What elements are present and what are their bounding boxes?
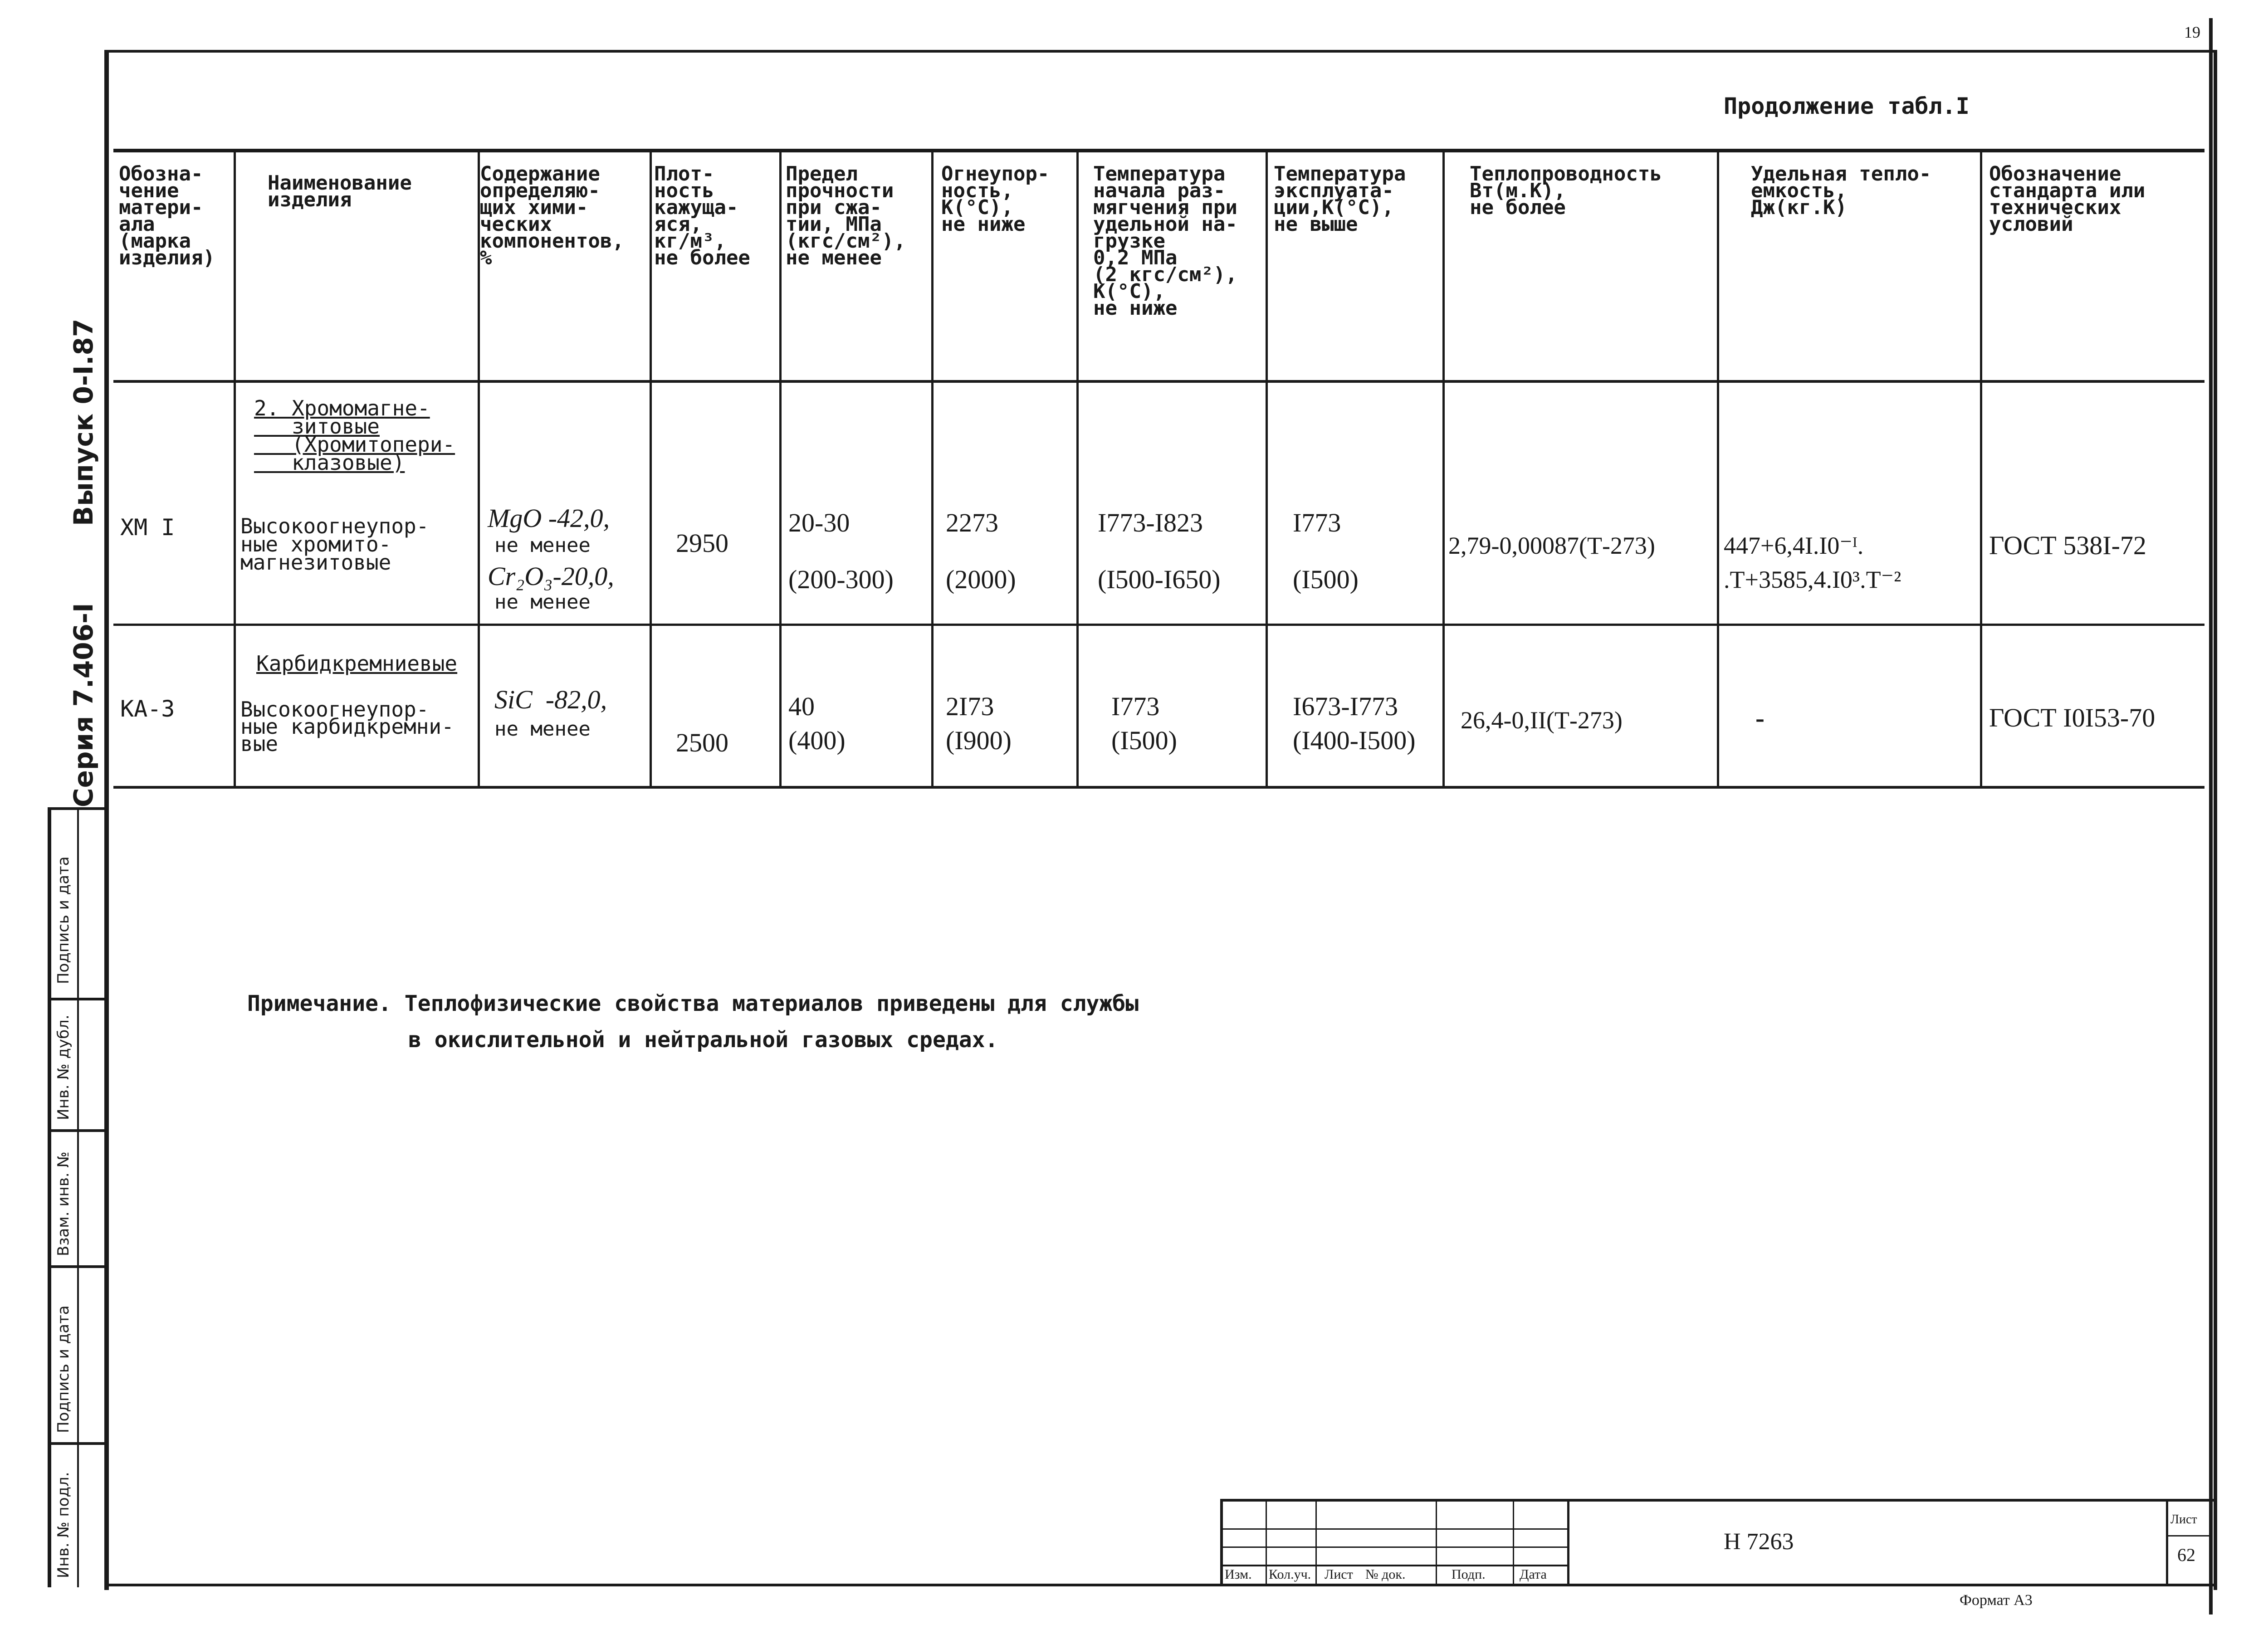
row2-strength-kgs: (400) (788, 726, 846, 755)
stamp-sheet-label: Лист (2170, 1512, 2197, 1527)
side-box-label: Подпись и дата (54, 1305, 73, 1433)
row2-heat: - (1755, 703, 1765, 733)
row1-oper-c: (I500) (1293, 565, 1359, 594)
row2-comp1b: не менее (494, 717, 591, 741)
header-cell: Температура начала раз- мягчения при удельной на- грузке 0,2 МПа (2 кгс/см²), К(°С), не ниже (1093, 162, 1237, 320)
header-cell: Обозна- чение матери- ала (марка изделия) (119, 162, 215, 269)
stamp-col (1315, 1499, 1317, 1585)
row1-strength-kgs: (200-300) (788, 565, 894, 594)
stamp-row (2166, 1535, 2211, 1536)
stamp-col-label: Изм. (1225, 1567, 1252, 1582)
stamp-col (1266, 1499, 1267, 1585)
stamp-top (1220, 1499, 2214, 1502)
stamp-col (1567, 1499, 1569, 1585)
row1-soft: I773-I823 (1098, 508, 1203, 537)
right-border (2209, 18, 2213, 1614)
col-line (234, 150, 236, 787)
side-series: Серия 7.406-I (68, 603, 99, 807)
header-cell: Удельная тепло- емкость, Дж(кг.К) (1751, 162, 1931, 219)
col-line (1717, 150, 1719, 787)
row1-soft-c: (I500-I650) (1098, 565, 1221, 594)
col-line (1980, 150, 1982, 787)
table-bottom-line (113, 786, 2204, 789)
row1-oper: I773 (1293, 508, 1341, 537)
row2-refract: 2I73 (946, 692, 994, 721)
format-label: Формат А3 (1960, 1592, 2033, 1609)
row1-comp1b: не менее (494, 534, 591, 557)
header-cell: Температура эксплуата- ции,К(°С), не выше (1274, 162, 1406, 236)
stamp-code: Н 7263 (1724, 1529, 1794, 1555)
table-top-line (113, 149, 2204, 152)
row1-refract-c: (2000) (946, 565, 1016, 594)
row1-name: Высокоогнеупор- ные хромито- магнезитовые (240, 514, 429, 575)
row1-heat1: 447+6,4I.I0⁻ᴵ. (1724, 532, 1864, 559)
header-cell: Предел прочности при сжа- тии, МПа (кгс/см²), не менее (786, 162, 906, 269)
side-stamp-divider (77, 807, 79, 1587)
row1-comp1: MgO -42,0, (488, 503, 610, 533)
stamp-col (2166, 1499, 2168, 1585)
row1-conduct: 2,79-0,00087(Т-273) (1448, 532, 1655, 559)
col-line (1442, 150, 1445, 787)
header-cell: Огнеупор- ность, К(°С), не ниже (941, 162, 1050, 236)
row1-mark: ХМ I (120, 514, 175, 541)
group-label: 2. Хромомагне- зитовые (Хромитопери- клазовые) (254, 396, 455, 475)
col-line (650, 150, 652, 787)
row2-name: Высокоогнеупор- ные карбидкремни- вые (240, 697, 454, 756)
stamp-row (1220, 1546, 1569, 1548)
header-cell: Теплопроводность Вт(м.К), не более (1470, 162, 1662, 219)
stamp-col (1436, 1499, 1437, 1585)
row2-refract-c: (I900) (946, 726, 1012, 755)
row1-density: 2950 (676, 528, 728, 558)
row2-strength: 40 (788, 692, 815, 721)
note-line2: в окислительной и нейтральной газовых средах. (408, 1027, 998, 1053)
stamp-col-label: № док. (1365, 1567, 1406, 1582)
side-box-label: Инв. № подл. (54, 1472, 73, 1578)
stamp-col-label: Подп. (1452, 1567, 1486, 1582)
row1-comp2: Cr₂O₃-20,0, (488, 561, 614, 591)
row2-mark: КА-3 (120, 696, 175, 722)
row2-oper: I673-I773 (1293, 692, 1398, 721)
header-cell: Плот- ность кажуща- яся, кг/м³, не более (654, 162, 750, 269)
side-box-label: Инв. № дубл. (54, 1015, 73, 1120)
row2-conduct: 26,4-0,II(Т-273) (1461, 707, 1623, 734)
stamp-sheet-number: 62 (2177, 1545, 2195, 1565)
row1-refract: 2273 (946, 508, 998, 537)
row2-soft: I773 (1111, 692, 1160, 721)
side-stamp-border (48, 807, 51, 1587)
stamp-col-label: Дата (1520, 1567, 1547, 1582)
side-box-label: Взам. инв. № (54, 1151, 73, 1256)
header-cell: Обозначение стандарта или технических условий (1989, 162, 2146, 236)
group-label: Карбидкремниевые (256, 651, 458, 676)
side-box-label: Подпись и дата (54, 856, 73, 984)
stamp-row (1220, 1565, 1569, 1566)
row2-soft-c: (I500) (1111, 726, 1177, 755)
side-issue: Выпуск 0-I.87 (68, 318, 99, 526)
stamp-left (1220, 1499, 1223, 1585)
stamp-col-label: Кол.уч. (1269, 1567, 1311, 1582)
stamp-col-label: Лист (1325, 1567, 1353, 1582)
bottom-border (104, 1584, 2214, 1586)
continuation-title: Продолжение табл.I (1724, 93, 1970, 119)
row2-density: 2500 (676, 728, 728, 757)
row1-std: ГОСТ 538I-72 (1989, 531, 2146, 560)
row1-strength: 20-30 (788, 508, 850, 537)
row-divider (113, 624, 2204, 626)
stamp-col (1513, 1499, 1514, 1585)
note-line1: Примечание. Теплофизические свойства материалов приведены для службы (247, 991, 1139, 1016)
col-line (1076, 150, 1079, 787)
row1-comp2b: не менее (494, 590, 591, 614)
header-cell: Наименование изделия (268, 171, 412, 211)
header-bottom-line (113, 380, 2204, 383)
col-line (779, 150, 782, 787)
corner-number: 19 (2184, 23, 2200, 41)
row2-std: ГОСТ I0I53-70 (1989, 703, 2156, 732)
stamp-row (1220, 1528, 1569, 1530)
col-line (1266, 150, 1268, 787)
row2-oper-c: (I400-I500) (1293, 726, 1416, 755)
row1-heat2: .T+3585,4.I0³.T⁻² (1724, 566, 1901, 593)
row2-comp1: SiC -82,0, (494, 685, 607, 714)
col-line (931, 150, 934, 787)
header-cell: Содержание определяю- щих хими- ческих компонентов, % (480, 162, 624, 269)
